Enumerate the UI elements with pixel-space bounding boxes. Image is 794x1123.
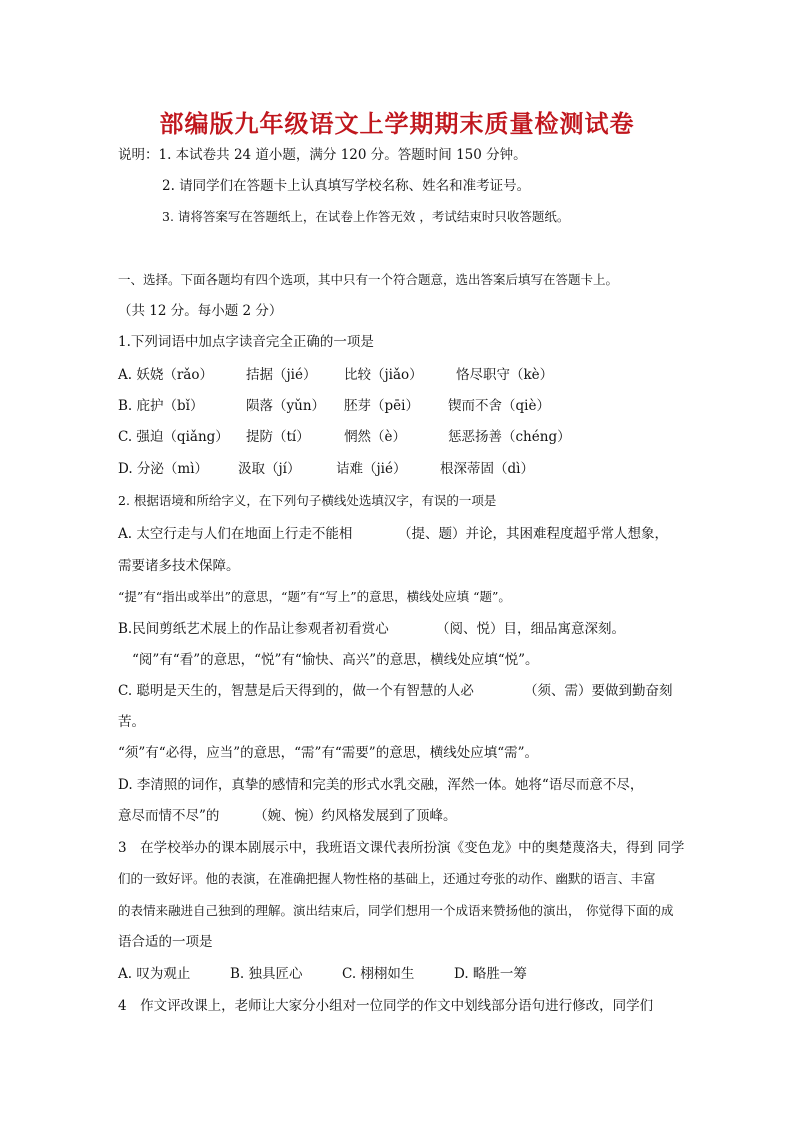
q2-d-line2-choice: （婉、惋）约风格发展到了顶峰。 [254,808,457,824]
q1-option-b-2: 陨落（yǔn） [246,398,326,414]
q1-option-a-3: 比较（jiǎo） [344,367,423,383]
page-title: 部编版九年级语文上学期期末质量检测试卷 [159,110,635,138]
q3-line3: 的表情来融进自己独到的理解。演出结束后，同学们想用一个成语来赞扬他的演出， [118,903,581,918]
q3-option-b: B. 独具匠心 [230,966,303,982]
q1-option-c-4: 惩恶扬善（chéng） [448,429,571,445]
q1-option-d-4: 根深蒂固（dì） [440,461,534,477]
q1-option-b-3: 胚芽（pēi） [344,398,419,414]
q3-line1: 3 在学校举办的课本剧展示中，我班语文课代表所扮演《变色龙》中的奥楚蔑洛夫，得到 同学 [118,840,685,856]
q1-option-d-1: D. 分泌（mì） [118,461,209,477]
note-2: 2. 请同学们在答题卡上认真填写学校名称、姓名和准考证号。 [162,178,531,194]
q2-b-line1-choice: （阅、悦）目，细品寓意深刻。 [436,621,625,637]
q3-option-a: A. 叹为观止 [118,966,191,982]
q2-a-explain: “提”有“指出或举出”的意思，“题”有“写上”的意思，横线处应填 “题”。 [118,589,511,604]
q1-option-a-2: 拮据（jié） [246,367,317,383]
q1-stem: 1.下列词语中加点字读音完全正确的一项是 [118,334,374,350]
q2-a-line2: 需要诸多技术保障。 [118,558,240,574]
q2-d-line1: D. 李清照的词作，真挚的感情和完美的形式水乳交融，浑然一体。她将“语尽而意不尽， [118,777,644,793]
q2-c-line2: 苦。 [118,714,145,730]
q2-a-line1: A. 太空行走与人们在地面上行走不能相 [118,526,353,542]
q2-b-explain: “阅”有“看”的意思，“悦”有“愉快、高兴”的意思，横线处应填“悦”。 [132,652,539,668]
q4-line1: 4 作文评改课上，老师让大家分小组对一位同学的作文中划线部分语句进行修改，同学们 [118,998,654,1014]
note-1: 说明：1. 本试卷共 24 道小题，满分 120 分。答题时间 150 分钟。 [118,147,527,163]
q1-option-d-2: 汲取（jí） [238,461,301,477]
q2-c-line1: C. 聪明是天生的，智慧是后天得到的，做一个有智慧的人必 [118,683,474,699]
section-heading: 一、选择。下面各题均有四个选项，其中只有一个符合题意，选出答案后填写在答题卡上。 [118,272,619,287]
section-points: （共 12 分。每小题 2 分） [118,303,283,319]
q1-option-c-3: 惘然（è） [344,429,406,445]
q2-a-line1-choice: （提、题）并论，其困难程度超乎常人想象， [398,526,668,542]
q2-c-explain: “须”有“必得，应当”的意思，“需”有“需要”的意思，横线处应填“需”。 [118,745,539,761]
q2-d-line2: 意尽而情不尽”的 [118,808,220,824]
q1-option-c-1: C. 强迫（qiǎng） [118,429,229,445]
q3-line4: 语合适的一项是 [118,934,213,950]
q2-c-line1-choice: （须、需）要做到勤奋刻 [524,683,673,699]
note-3: 3. 请将答案写在答题纸上，在试卷上作答无效 ，考试结束时只收答题纸。 [162,209,570,224]
q2-stem: 2. 根据语境和所给字义，在下列句子横线处选填汉字，有误的一项是 [118,493,497,508]
q3-option-c: C. 栩栩如生 [342,966,415,982]
q3-option-d: D. 略胜一筹 [454,966,527,982]
q1-option-a-4: 恪尽职守（kè） [456,367,554,383]
q3-line2: 们的一致好评。他的表演，在准确把握人物性格的基础上，还通过夸张的动作、幽默的语言、丰富 [118,871,656,886]
q1-option-d-3: 诘难（jié） [336,461,407,477]
q3-line3-tail: 你觉得下面的成 [586,903,674,918]
q2-b-line1: B.民间剪纸艺术展上的作品让参观者初看赏心 [118,621,389,637]
q1-option-c-2: 提防（tí） [246,429,310,445]
q1-option-b-1: B. 庇护（bǐ） [118,398,204,414]
q1-option-a-1: A. 妖娆（rǎo） [118,367,213,383]
q1-option-b-4: 锲而不舍（qiè） [448,398,550,414]
